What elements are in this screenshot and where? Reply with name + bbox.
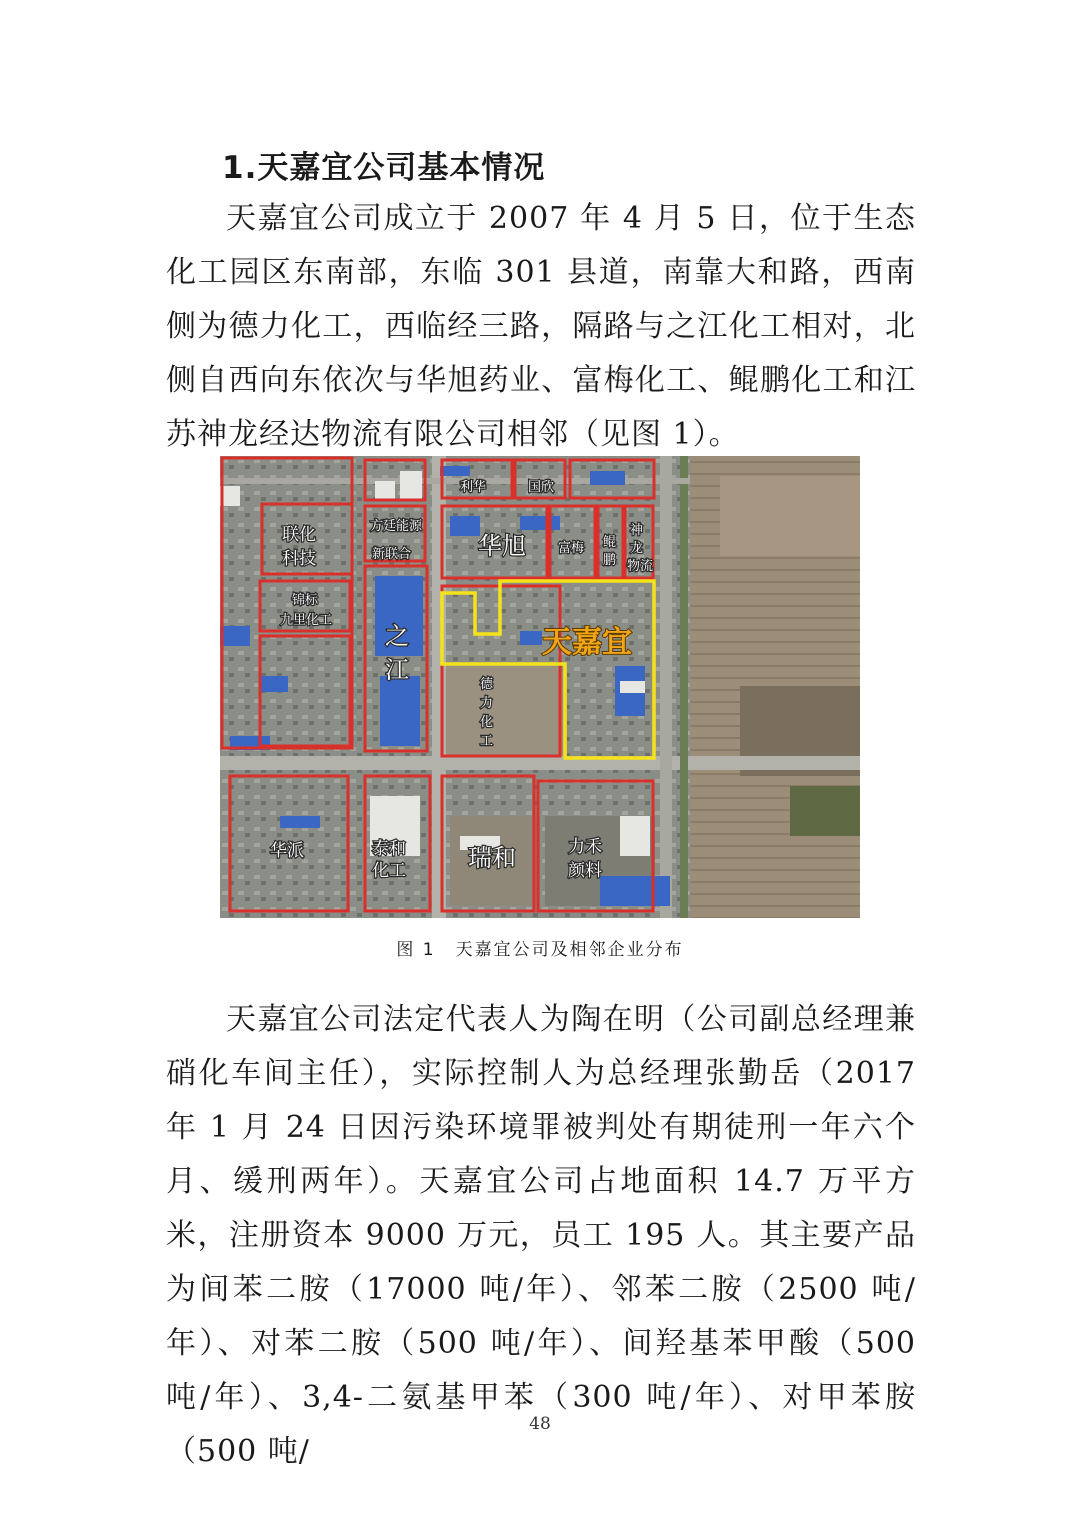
map-label-shenlong-1: 神 <box>630 523 644 538</box>
figure-caption-number: 图 1 <box>396 940 436 960</box>
map-label-zhijiang-2: 江 <box>385 656 409 684</box>
map-label-huaxu: 华旭 <box>478 532 526 560</box>
figure-caption-text: 天嘉宜公司及相邻企业分布 <box>455 940 684 960</box>
map-label-huapai: 华派 <box>270 841 304 861</box>
map-label-deli-2: 力 <box>480 696 494 711</box>
map-label-fangjian: 方廷能源 <box>370 519 423 534</box>
map-label-jinbiao: 锦标 <box>292 593 319 608</box>
section-heading: 1.天嘉宜公司基本情况 <box>222 150 546 186</box>
map-label-taihe-1: 泰和 <box>372 839 406 859</box>
figure-caption <box>0 935 1080 960</box>
map-label-tianjiayi: 天嘉宜 <box>542 625 632 660</box>
map-label-taihe-2: 化工 <box>372 861 406 881</box>
map-label-guoshi: 国欣 <box>528 480 555 495</box>
map-label-lihe-1: 力禾 <box>568 837 602 857</box>
map-label-zhijiang-1: 之 <box>385 622 409 650</box>
map-label-fumei: 富梅 <box>558 541 585 556</box>
map-label-kunpeng-1: 鲲 <box>603 535 617 550</box>
map-label-lihe-2: 颜料 <box>568 861 602 881</box>
satellite-map-image <box>220 456 860 918</box>
map-label-lihua: 利华 <box>460 480 487 495</box>
map-label-deli-4: 工 <box>480 734 494 749</box>
map-label-xinlianhe: 新联合 <box>372 547 412 562</box>
map-label-ruihe: 瑞和 <box>468 844 516 872</box>
figure-satellite-map <box>220 456 860 918</box>
map-label-shenlong-3: 物流 <box>627 559 654 574</box>
map-label-lianhua-1: 联化 <box>282 525 316 545</box>
paragraph-company-details: 天嘉宜公司法定代表人为陶在明（公司副总经理兼硝化车间主任），实际控制人为总经理张勤岳（2017 年 1 月 24 日因污染环境罪被判处有期徒刑一年六个月、缓刑两年）。天嘉宜公司占地面积 14.7 万平方米，注册资本 9000 万元，员工 195 人。其主要产品为间苯二胺（17000 吨/年）、邻苯二胺（2500 吨/年）、对苯二胺（500 吨/年）、间羟基苯甲酸（500 吨/年）、3,4-二氨基甲苯（300 吨/年）、对甲苯胺（500 吨/ <box>166 1002 916 1469</box>
paragraph-company-location: 天嘉宜公司成立于 2007 年 4 月 5 日，位于生态化工园区东南部，东临 301 县道，南靠大和路，西南侧为德力化工，西临经三路，隔路与之江化工相对，北侧自西向东依次与华旭药业、富梅化工、鲲鹏化工和江苏神龙经达物流有限公司相邻（见图 1）。 <box>166 201 916 452</box>
map-label-deli-1: 德 <box>480 677 494 692</box>
page-number: 48 <box>529 1414 551 1434</box>
map-label-shenlong-2: 龙 <box>630 541 644 556</box>
map-label-jiuli: 九里化工 <box>280 613 333 628</box>
map-label-deli-3: 化 <box>480 715 494 730</box>
map-label-lianhua-2: 科技 <box>282 549 316 569</box>
map-label-kunpeng-2: 鹏 <box>603 553 617 568</box>
